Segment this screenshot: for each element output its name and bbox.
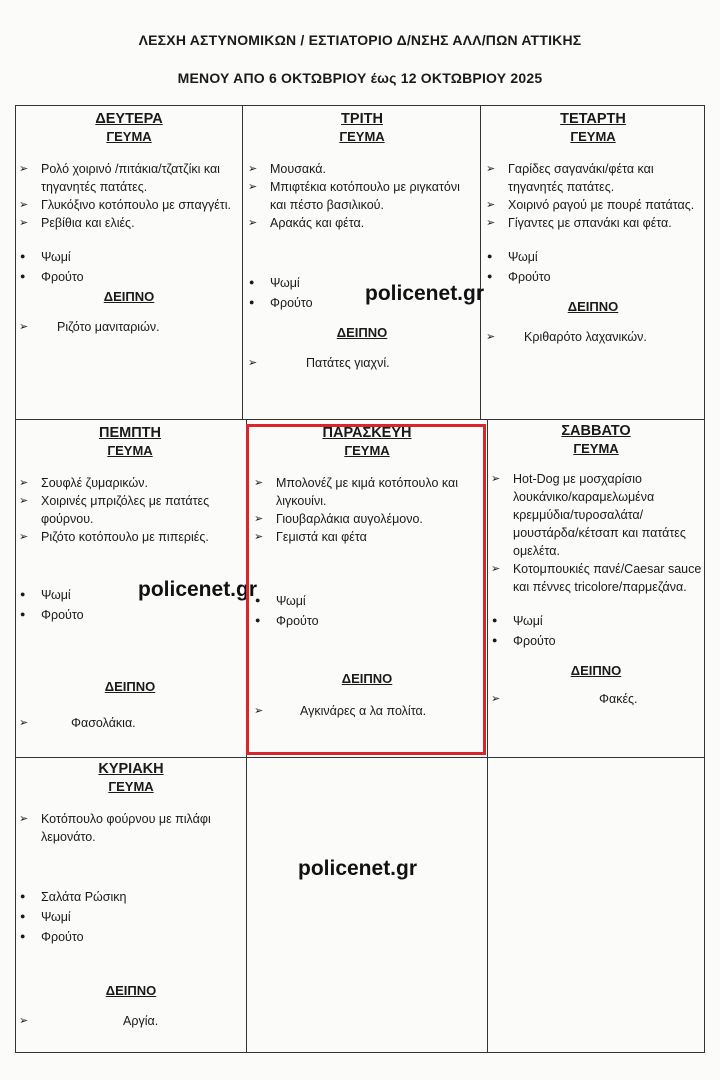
side-item: ● Ψωμί [246,274,478,292]
dinner-item: ➢ Αγκινάρες α λα πολίτα. [252,702,482,720]
lunch-item: ➢ Χοιρινό ραγού με πουρέ πατάτας. [484,196,702,214]
dinner-label: ΔΕΙΠΝΟ [104,679,156,694]
lunch-list [489,470,703,596]
side-item: ● Ψωμί [17,908,245,926]
lunch-label: ΓΕΥΜΑ [106,129,152,144]
sides-list [484,248,702,286]
dinner-item: ➢ Αργία. [17,1012,245,1030]
side-item: ● Φρούτο [252,612,482,630]
lunch-label: ΓΕΥΜΑ [107,443,153,458]
side-item: ● Ψωμί [252,592,482,610]
day-cell-sunday [17,760,245,1030]
sides-list [17,248,241,286]
lunch-item: ➢ Χοιρινές μπριζόλες με πατάτες φούρνου. [17,492,243,528]
dinner-label: ΔΕΙΠΝΟ [336,325,388,340]
lunch-list [17,160,241,232]
day-name: ΠΕΜΠΤΗ [98,425,162,441]
day-cell-tuesday [246,110,478,372]
side-item: ● Φρούτο [489,632,703,650]
grid-line [15,419,705,420]
dinner-item: ➢ Φασολάκια. [17,714,243,732]
day-cell-wednesday [484,110,702,346]
day-name: ΔΕΥΤΕΡΑ [95,111,163,127]
side-item: ● Ψωμί [489,612,703,630]
grid-line [480,105,481,420]
side-item: ● Σαλάτα Ρώσικη [17,888,245,906]
lunch-item: ➢ Γιουβαρλάκια αυγολέμονο. [252,510,482,528]
lunch-item: ➢ Γίγαντες με σπανάκι και φέτα. [484,214,702,232]
dinner-item: ➢ Πατάτες γιαχνί. [246,354,478,372]
day-name: ΤΡΙΤΗ [341,111,383,127]
side-item: ● Ψωμί [484,248,702,266]
grid-line [15,757,705,758]
lunch-item: ➢ Ριζότο κοτόπουλο με πιπεριές. [17,528,243,546]
lunch-item: ➢ Hot-Dog με μοσχαρίσιο λουκάνικο/καραμελωμένα κρεμμύδια/τυροσαλάτα/ μουστάρδα/κέτσαπ και πατάτες ομελέτα. [489,470,703,560]
lunch-list [17,810,245,846]
watermark-text: policenet.gr [138,578,258,601]
day-name: ΣΑΒΒΑΤΟ [561,423,631,439]
dinner-label: ΔΕΙΠΝΟ [103,289,155,304]
lunch-item: ➢ Κοτομπουκιές πανέ/Caesar sauce και πέννες tricolore/παρμεζάνα. [489,560,703,596]
side-item: ● Ψωμί [17,586,243,604]
watermark-text: policenet.gr [365,282,485,305]
dinner-item: ➢ Κριθαρότο λαχανικών. [484,328,702,346]
side-item: ● Φρούτο [17,928,245,946]
lunch-label: ΓΕΥΜΑ [344,443,390,458]
grid-line [242,105,243,420]
lunch-label: ΓΕΥΜΑ [570,129,616,144]
lunch-item: ➢ Γαρίδες σαγανάκι/φέτα και τηγανητές πατάτες. [484,160,702,196]
sides-list [17,888,245,946]
lunch-item: ➢ Κοτόπουλο φούρνου με πιλάφι λεμονάτο. [17,810,245,846]
side-item: ● Φρούτο [484,268,702,286]
lunch-list [17,474,243,546]
friday-highlight-frame [246,424,486,755]
day-name: ΠΑΡΑΣΚΕΥΗ [322,425,412,441]
lunch-item: ➢ Μουσακά. [246,160,478,178]
lunch-item: ➢ Ρεβίθια και ελιές. [17,214,241,232]
lunch-item: ➢ Γλυκόξινο κοτόπουλο με σπαγγέτι. [17,196,241,214]
side-item: ● Φρούτο [17,268,241,286]
dinner-label: ΔΕΙΠΝΟ [105,983,157,998]
day-name: ΚΥΡΙΑΚΗ [98,761,164,777]
lunch-list [246,160,478,232]
lunch-label: ΓΕΥΜΑ [339,129,385,144]
side-item: ● Φρούτο [246,294,478,312]
lunch-list [484,160,702,232]
dinner-item: ➢ Ριζότο μανιταριών. [17,318,241,336]
lunch-item: ➢ Ρολό χοιρινό /πιτάκια/τζατζίκι και τηγανητές πατάτες. [17,160,241,196]
lunch-item: ➢ Μπολονέζ με κιμά κοτόπουλο και λιγκουίνι. [252,474,482,510]
lunch-item: ➢ Σουφλέ ζυμαρικών. [17,474,243,492]
menu-period-title: ΜΕΝΟΥ ΑΠΟ 6 ΟΚΤΩΒΡΙΟΥ έως 12 ΟΚΤΩΒΡΙΟΥ 2025 [177,70,543,86]
lunch-item: ➢ Μπιφτέκια κοτόπουλο με ριγκατόνι και πέστο βασιλικού. [246,178,478,214]
dinner-label: ΔΕΙΠΝΟ [567,299,619,314]
lunch-item: ➢ Γεμιστά και φέτα [252,528,482,546]
dinner-label: ΔΕΙΠΝΟ [341,671,393,686]
day-cell-monday [17,110,241,336]
lunch-item: ➢ Αρακάς και φέτα. [246,214,478,232]
side-item: ● Ψωμί [17,248,241,266]
day-cell-saturday [489,422,703,708]
side-item: ● Φρούτο [17,606,243,624]
lunch-label: ΓΕΥΜΑ [108,779,154,794]
dinner-item: ➢ Φακές. [489,690,703,708]
sides-list [489,612,703,650]
lunch-label: ΓΕΥΜΑ [573,441,619,456]
dinner-label: ΔΕΙΠΝΟ [570,663,622,678]
restaurant-title: ΛΕΣΧΗ ΑΣΤΥΝΟΜΙΚΩΝ / ΕΣΤΙΑΤΟΡΙΟ Δ/ΝΣΗΣ ΑΛΛ/ΠΩΝ ΑΤΤΙΚΗΣ [138,32,582,48]
watermark-text: policenet.gr [298,857,418,880]
grid-line [487,419,488,1053]
day-name: ΤΕΤΑΡΤΗ [560,111,626,127]
